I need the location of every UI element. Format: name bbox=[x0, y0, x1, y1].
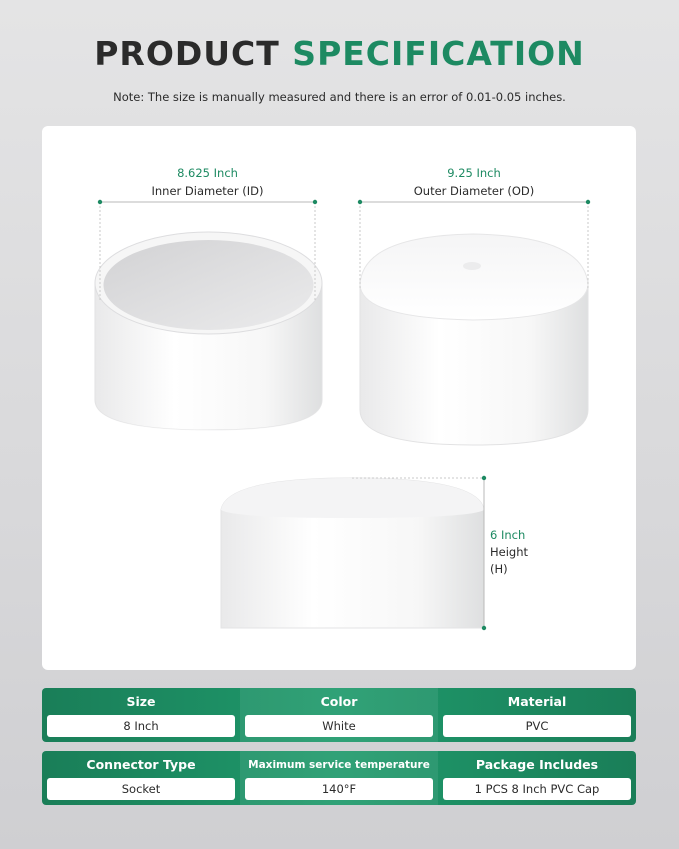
outer-diameter-label bbox=[360, 166, 588, 198]
spec-color bbox=[240, 688, 438, 742]
spec-material bbox=[438, 688, 636, 742]
spec-size bbox=[42, 688, 240, 742]
height-text: Height bbox=[490, 545, 529, 559]
spec-header: Color bbox=[320, 694, 358, 709]
outer-diameter-text: Outer Diameter (OD) bbox=[413, 184, 535, 198]
cap-closed-view bbox=[360, 234, 588, 445]
inner-diameter-label bbox=[100, 166, 315, 198]
spec-row-1 bbox=[42, 688, 636, 742]
spec-row-2 bbox=[42, 751, 636, 805]
spec-max-temperature bbox=[240, 751, 438, 805]
height-label bbox=[490, 527, 528, 578]
spec-value: 8 Inch bbox=[47, 715, 235, 737]
cap-open-view bbox=[95, 232, 322, 445]
inner-diameter-text: Inner Diameter (ID) bbox=[151, 184, 264, 198]
spec-value: PVC bbox=[443, 715, 631, 737]
spec-header: Connector Type bbox=[86, 757, 196, 772]
spec-connector-type bbox=[42, 751, 240, 805]
spec-header: Size bbox=[126, 694, 156, 709]
title-product: PRODUCT bbox=[94, 34, 280, 73]
spec-header: Package Includes bbox=[475, 757, 599, 772]
spec-value: 140°F bbox=[245, 778, 433, 800]
title-specification: SPECIFICATION bbox=[292, 34, 585, 73]
height-abbrev: (H) bbox=[490, 562, 508, 576]
inner-diameter-value: 8.625 Inch bbox=[177, 166, 238, 180]
spec-value: 1 PCS 8 Inch PVC Cap bbox=[443, 778, 631, 800]
measurement-note: Note: The size is manually measured and there is an error of 0.01-0.05 inches. bbox=[113, 90, 566, 104]
spec-value: White bbox=[245, 715, 433, 737]
spec-header: Maximum service temperature bbox=[248, 759, 430, 771]
spec-header: Material bbox=[507, 694, 567, 709]
spec-package-includes bbox=[438, 751, 636, 805]
cap-side-view bbox=[221, 478, 484, 628]
outer-diameter-value: 9.25 Inch bbox=[447, 166, 501, 180]
height-value: 6 Inch bbox=[490, 528, 526, 542]
spec-value: Socket bbox=[47, 778, 235, 800]
